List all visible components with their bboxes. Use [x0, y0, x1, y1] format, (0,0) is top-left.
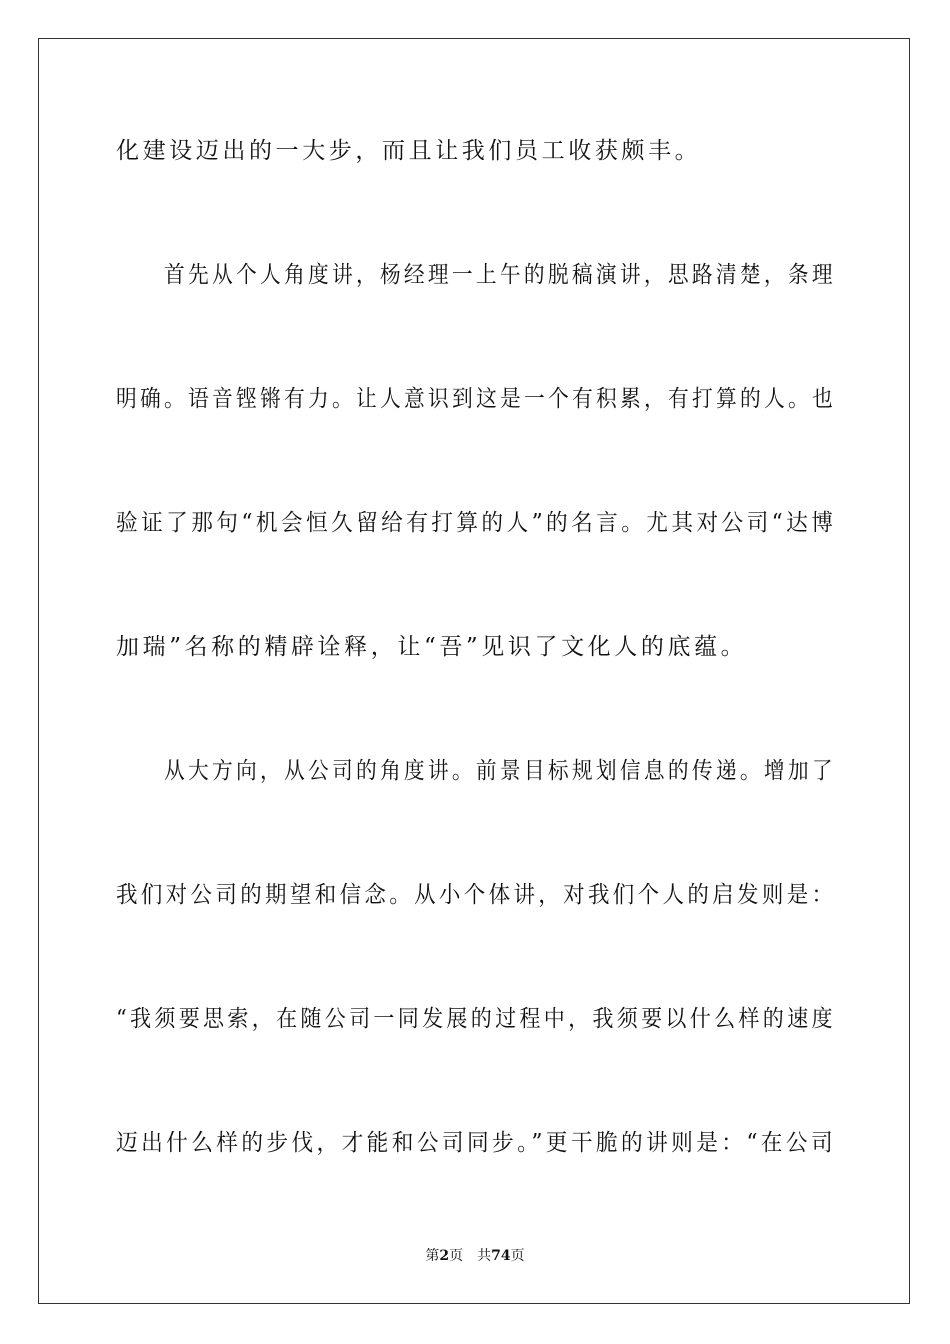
text-line-8: “我须要思索，在随公司一同发展的过程中，我须要以什么样的速度	[116, 1006, 836, 1032]
text-line-7: 我们对公司的期望和信念。从小个体讲，对我们个人的启发则是：	[116, 882, 837, 908]
text-line-1: 化建设迈出的一大步，而且让我们员工收获颇丰。	[116, 138, 702, 164]
text-line-3: 明确。语音铿锵有力。让人意识到这是一个有积累，有打算的人。也	[116, 386, 836, 412]
text-line-5: 加瑞”名称的精辟诠释，让“吾”见识了文化人的底蕴。	[116, 634, 748, 660]
text-line-4: 验证了那句“机会恒久留给有打算的人”的名言。尤其对公司“达博	[116, 510, 837, 536]
page-prefix: 第	[425, 1248, 440, 1264]
total-prefix: 共	[477, 1248, 492, 1264]
text-line-2: 首先从个人角度讲，杨经理一上午的脱稿演讲，思路清楚，条理	[164, 262, 836, 288]
page-number: 2	[439, 1248, 450, 1264]
page-footer	[0, 1247, 950, 1265]
total-pages: 74	[491, 1248, 511, 1264]
page-suffix: 页	[449, 1248, 464, 1264]
page-border	[38, 38, 910, 1304]
text-line-9: 迈出什么样的步伐，才能和公司同步。”更干脆的讲则是：“在公司	[116, 1130, 837, 1156]
text-line-6: 从大方向，从公司的角度讲。前景目标规划信息的传递。增加了	[164, 758, 836, 784]
total-suffix: 页	[510, 1248, 525, 1264]
